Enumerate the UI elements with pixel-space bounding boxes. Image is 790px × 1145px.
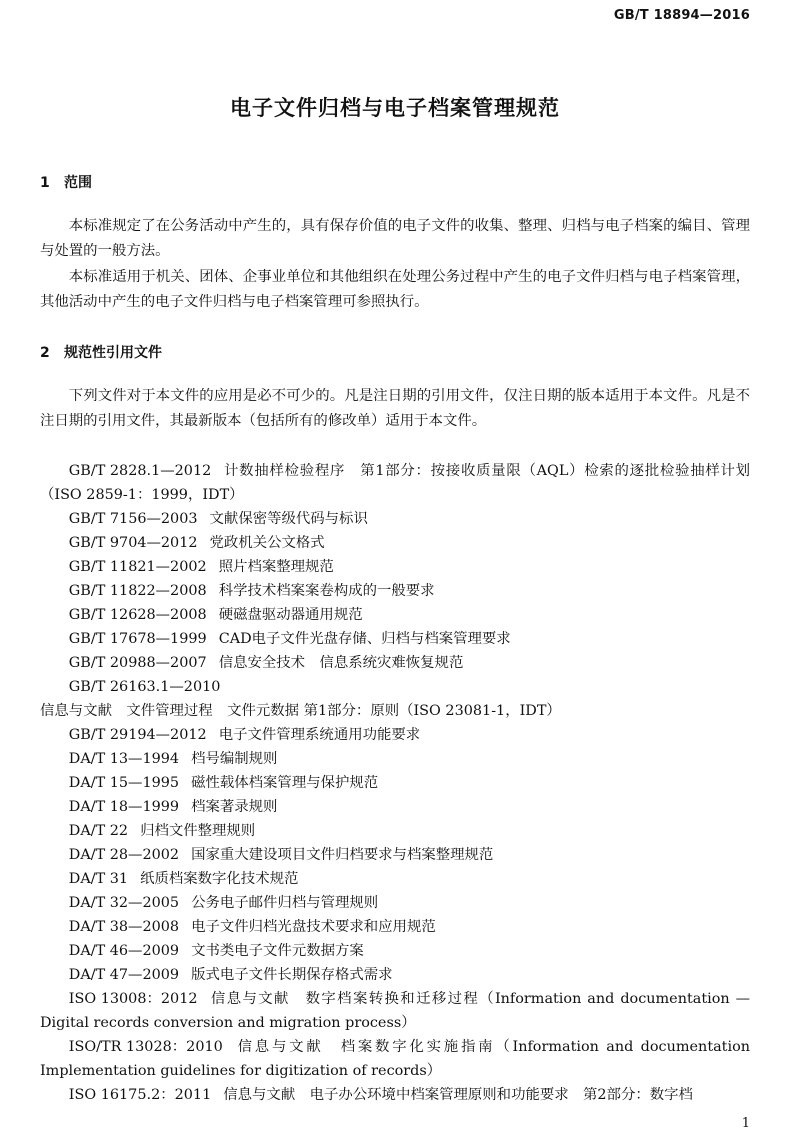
reference-title: 文献保密等级代码与标识 <box>209 511 368 527</box>
reference-item <box>40 651 750 675</box>
reference-title: 档号编制规则 <box>191 751 278 767</box>
normative-references-intro: 下列文件对于本文件的应用是必不可少的。凡是注日期的引用文件，仅注日期的版本适用于本文件。凡是不注日期的引用文件，其最新版本（包括所有的修改单）适用于本文件。 <box>40 388 750 429</box>
reference-title: 电子文件归档光盘技术要求和应用规范 <box>191 919 436 935</box>
reference-item <box>40 819 750 843</box>
reference-item <box>40 915 750 939</box>
reference-code: GB/T 11822—2008 <box>68 583 207 599</box>
reference-item <box>40 795 750 819</box>
section-title: 范围 <box>64 175 92 191</box>
reference-title: 信息与文献 数字档案转换和迁移过程（Information and documentation — Digital records conversion and migration process） <box>40 991 750 1031</box>
reference-title: 电子文件管理系统通用功能要求 <box>218 727 421 743</box>
reference-title: 科学技术档案案卷构成的一般要求 <box>218 583 435 599</box>
scope-paragraph-1: 本标准规定了在公务活动中产生的，具有保存价值的电子文件的收集、整理、归档与电子档案的编目、管理与处置的一般方法。 <box>40 218 750 259</box>
reference-code: ISO 16175.2：2011 <box>68 1087 212 1103</box>
section-number: 2 <box>40 345 50 361</box>
reference-code: GB/T 17678—1999 <box>68 631 207 647</box>
section-title: 规范性引用文件 <box>64 345 162 361</box>
reference-title: 纸质档案数字化技术规范 <box>140 871 299 887</box>
section-2-heading <box>40 342 162 362</box>
reference-item <box>40 771 750 795</box>
reference-title: 照片档案整理规范 <box>218 559 334 575</box>
reference-item <box>40 987 750 1035</box>
reference-item <box>40 555 750 579</box>
reference-title: 计数抽样检验程序 第1部分：按接收质量限（AQL）检索的逐批检验抽样计划（ISO 2859-1：1999，IDT） <box>40 463 750 503</box>
reference-code: DA/T 13—1994 <box>68 751 180 767</box>
reference-code: DA/T 46—2009 <box>68 943 180 959</box>
reference-title: 党政机关公文格式 <box>209 535 325 551</box>
reference-code: DA/T 47—2009 <box>68 967 180 983</box>
reference-item <box>40 1035 750 1083</box>
reference-title: 信息与文献 文件管理过程 文件元数据 第1部分：原则（ISO 23081-1，IDT） <box>40 703 561 719</box>
reference-title: 归档文件整理规则 <box>140 823 256 839</box>
section-number: 1 <box>40 175 50 191</box>
reference-item <box>40 507 750 531</box>
reference-code: GB/T 11821—2002 <box>68 559 207 575</box>
standard-code: GB/T 18894—2016 <box>613 8 750 23</box>
reference-title: 信息与文献 档案数字化实施指南（Information and documentation Implementation guidelines for digitization of records） <box>40 1039 750 1079</box>
reference-item <box>40 1083 750 1107</box>
section-1-heading <box>40 172 92 192</box>
reference-title: 档案著录规则 <box>191 799 278 815</box>
reference-code: DA/T 15—1995 <box>68 775 180 791</box>
reference-item <box>40 747 750 771</box>
reference-code: DA/T 31 <box>68 871 129 887</box>
reference-item <box>40 579 750 603</box>
page-number: 1 <box>741 1116 750 1131</box>
reference-code: GB/T 2828.1—2012 <box>68 463 212 479</box>
reference-title: 国家重大建设项目文件归档要求与档案整理规范 <box>191 847 494 863</box>
reference-code: ISO/TR 13028：2010 <box>68 1039 223 1055</box>
reference-item <box>40 867 750 891</box>
reference-code: GB/T 9704—2012 <box>68 535 198 551</box>
reference-code: ISO 13008：2012 <box>68 991 198 1007</box>
reference-code: GB/T 29194—2012 <box>68 727 207 743</box>
reference-title: 版式电子文件长期保存格式需求 <box>191 967 393 983</box>
reference-list <box>40 459 750 1107</box>
reference-item <box>40 675 750 723</box>
document-title: 电子文件归档与电子档案管理规范 <box>230 96 560 120</box>
reference-item <box>40 723 750 747</box>
reference-item <box>40 843 750 867</box>
reference-code: GB/T 20988—2007 <box>68 655 207 671</box>
reference-title: 硬磁盘驱动器通用规范 <box>218 607 363 623</box>
reference-title: 文书类电子文件元数据方案 <box>191 943 364 959</box>
reference-item <box>40 627 750 651</box>
reference-code: GB/T 26163.1—2010 <box>68 679 221 695</box>
reference-title: 公务电子邮件归档与管理规则 <box>191 895 379 911</box>
reference-item <box>40 459 750 507</box>
reference-item <box>40 939 750 963</box>
reference-code: DA/T 18—1999 <box>68 799 180 815</box>
reference-title: 信息安全技术 信息系统灾难恢复规范 <box>218 655 464 671</box>
reference-item <box>40 891 750 915</box>
reference-code: DA/T 22 <box>68 823 129 839</box>
scope-paragraph-2: 本标准适用于机关、团体、企事业单位和其他组织在处理公务过程中产生的电子文件归档与电子档案管理，其他活动中产生的电子文件归档与电子档案管理可参照执行。 <box>40 269 750 310</box>
reference-code: DA/T 32—2005 <box>68 895 180 911</box>
reference-item <box>40 603 750 627</box>
reference-code: DA/T 28—2002 <box>68 847 180 863</box>
reference-code: DA/T 38—2008 <box>68 919 180 935</box>
reference-item <box>40 963 750 987</box>
reference-item <box>40 531 750 555</box>
reference-code: GB/T 12628—2008 <box>68 607 207 623</box>
reference-code: GB/T 7156—2003 <box>68 511 198 527</box>
reference-title: CAD电子文件光盘存储、归档与档案管理要求 <box>218 631 511 647</box>
reference-title: 磁性载体档案管理与保护规范 <box>191 775 379 791</box>
reference-title: 信息与文献 电子办公环境中档案管理原则和功能要求 第2部分：数字档 <box>223 1087 693 1103</box>
